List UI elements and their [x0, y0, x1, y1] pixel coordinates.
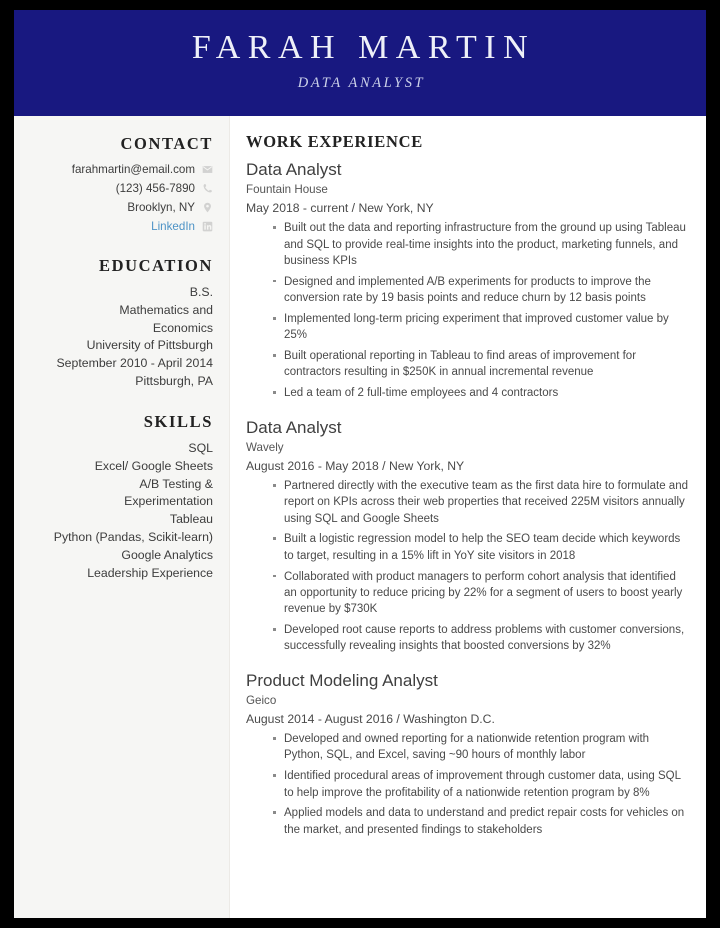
- contact-section: [22, 134, 213, 235]
- job-entry: [246, 159, 688, 402]
- job-entry: [246, 670, 688, 838]
- job-bullet: Collaborated with product managers to perform cohort analysis that identified an opportunity to reduce pricing by 22% for a segment of users to boost yearly revenue by $730K: [273, 569, 688, 618]
- contact-item: [22, 200, 213, 216]
- job-dates-location: May 2018 - current / New York, NY: [246, 200, 434, 215]
- resume-body: [14, 116, 706, 918]
- skill-item: Experimentation: [124, 494, 213, 509]
- education-heading: EDUCATION: [98, 255, 213, 275]
- job-bullet: Implemented long-term pricing experiment that improved customer value by 25%: [273, 311, 688, 344]
- job-bullet: Partnered directly with the executive team as the first data hire to formulate and report on KPIs across their web properties that received 225M visitors annually using SQL and Google Sheets: [273, 478, 688, 527]
- education-line: Economics: [152, 320, 213, 335]
- job-title: Product Modeling Analyst: [246, 670, 438, 690]
- job-dates-location: August 2016 - May 2018 / New York, NY: [246, 458, 465, 473]
- education-details: [22, 284, 213, 391]
- job-company: Fountain House: [246, 183, 328, 197]
- skill-item: SQL: [188, 440, 213, 455]
- job-bullet: Developed and owned reporting for a nationwide retention program with Python, SQL, and Excel, saving ~90 hours of monthly labor: [273, 731, 688, 764]
- education-line: University of Pittsburgh: [86, 338, 213, 353]
- contact-item-label[interactable]: LinkedIn: [151, 219, 195, 233]
- job-company: Geico: [246, 694, 277, 708]
- linkedin-icon[interactable]: [202, 221, 213, 232]
- job-list: [246, 159, 688, 838]
- job-bullet: Built a logistic regression model to help the SEO team decide which keywords to target, resulting in a 15% lift in YoY site visitors in 2018: [273, 531, 688, 564]
- skills-list: [22, 440, 213, 583]
- resume-page: [14, 10, 706, 918]
- job-bullet: Designed and implemented A/B experiments for products to improve the conversion rate by 19 basis points and reduce churn by 12 basis points: [273, 274, 688, 307]
- skill-item: Leadership Experience: [87, 565, 213, 580]
- job-bullet-list: [246, 731, 688, 838]
- education-line: Mathematics and: [119, 302, 213, 317]
- contact-item[interactable]: [22, 219, 213, 235]
- job-entry: [246, 417, 688, 655]
- job-title: Data Analyst: [246, 160, 342, 179]
- job-title: Data Analyst: [246, 417, 342, 437]
- phone-icon: [202, 183, 213, 194]
- contact-item-label: (123) 456-7890: [115, 181, 195, 195]
- location-pin-icon: [202, 202, 213, 213]
- contact-item-label: farahmartin@email.com: [71, 163, 195, 176]
- candidate-name: FARAH MARTIN: [191, 29, 536, 67]
- job-bullet-list: [246, 220, 688, 401]
- envelope-icon: [202, 164, 213, 175]
- candidate-job-title: DATA ANALYST: [297, 74, 426, 91]
- education-section: [22, 256, 213, 391]
- job-company: Wavely: [246, 440, 284, 454]
- main-column: [230, 116, 706, 918]
- job-bullet: Applied models and data to understand and predict repair costs for vehicles on the market, and presented findings to stakeholders: [273, 805, 688, 838]
- skills-heading: SKILLS: [143, 411, 213, 431]
- job-bullet-list: [246, 478, 688, 655]
- skill-item: Tableau: [169, 512, 213, 527]
- skill-item: Python (Pandas, Scikit-learn): [53, 530, 213, 545]
- job-bullet: Developed root cause reports to address problems with customer conversions, successfully revealing insights that boosted conversions by 32%: [273, 622, 688, 655]
- job-bullet: Identified procedural areas of improvement through customer data, using SQL to help improve the profitability of a nationwide retention program by 8%: [273, 768, 688, 801]
- contact-item-label: Brooklyn, NY: [127, 200, 195, 214]
- contact-item: [22, 162, 213, 178]
- skill-item: Excel/ Google Sheets: [94, 458, 213, 473]
- contact-list: [22, 162, 213, 235]
- contact-item: [22, 181, 213, 197]
- sidebar: [14, 116, 230, 918]
- resume-header: [14, 10, 706, 116]
- work-experience-heading: WORK EXPERIENCE: [246, 132, 423, 151]
- skills-section: [22, 412, 213, 583]
- skill-item: Google Analytics: [121, 547, 213, 562]
- job-bullet: Built out the data and reporting infrastructure from the ground up using Tableau and SQL to provide real-time insights into the product, marketing funnels, and business KPIs: [273, 220, 688, 269]
- job-bullet: Built operational reporting in Tableau to find areas of improvement for contractors resulting in $250K in annual incremental revenue: [273, 348, 688, 381]
- skill-item: A/B Testing &: [139, 476, 213, 491]
- education-line: September 2010 - April 2014: [56, 356, 213, 371]
- job-dates-location: August 2014 - August 2016 / Washington D.C.: [246, 711, 495, 726]
- job-bullet: Led a team of 2 full-time employees and 4 contractors: [273, 385, 688, 401]
- education-line: Pittsburgh, PA: [135, 374, 213, 389]
- contact-heading: CONTACT: [120, 134, 213, 153]
- education-line: B.S.: [189, 284, 213, 299]
